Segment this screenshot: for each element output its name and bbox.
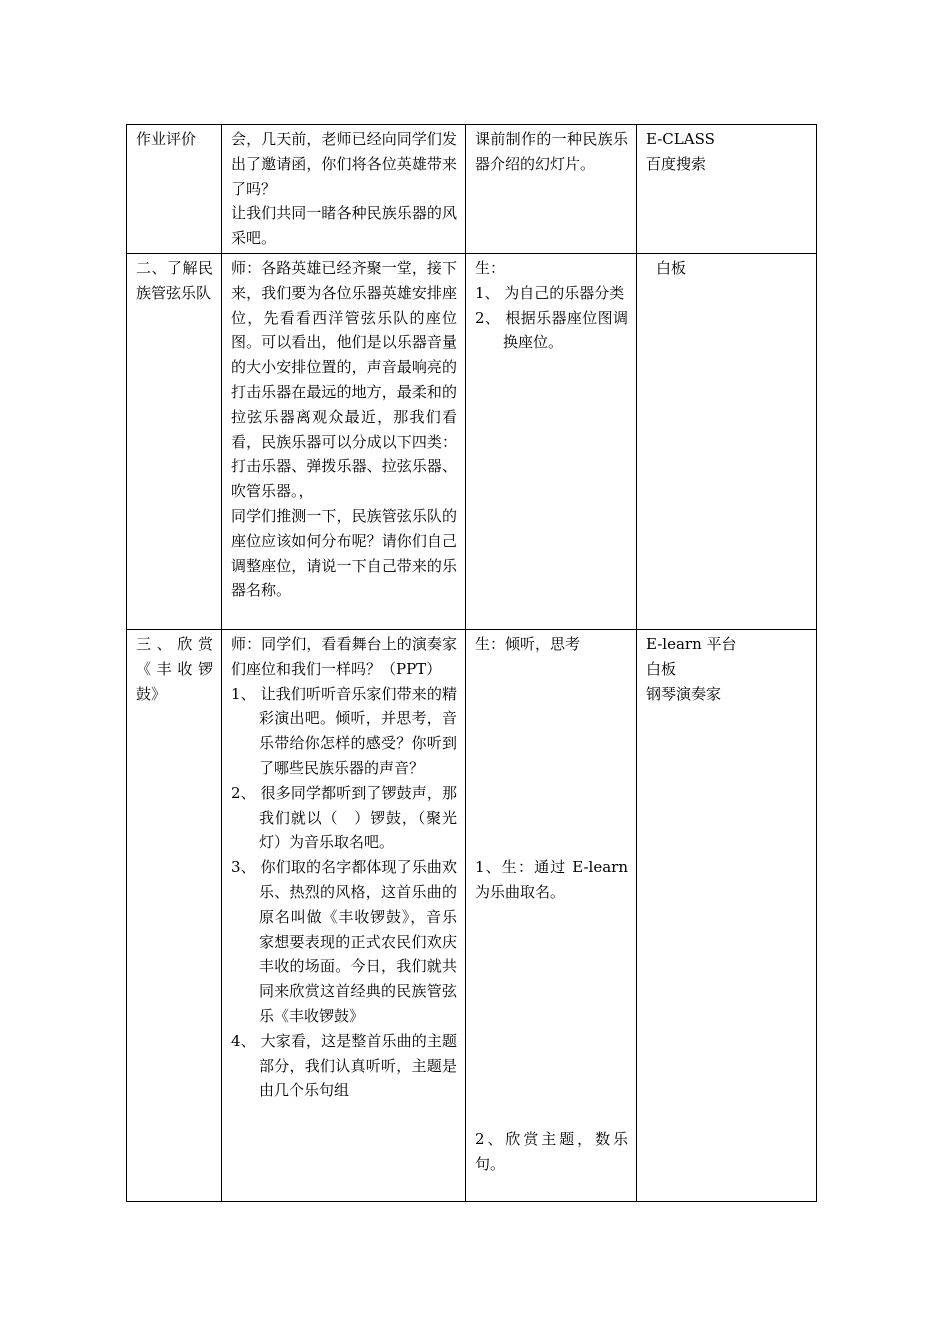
table-row xyxy=(127,253,817,629)
student-intro: 生： xyxy=(475,258,506,277)
media-cell xyxy=(637,629,817,1201)
stage-cell xyxy=(127,125,222,254)
teacher-activity-cell xyxy=(222,125,466,254)
student-paragraph: 2、欣赏主题，数乐句。 xyxy=(475,1130,628,1174)
media-item: 白板 xyxy=(646,659,677,678)
student-activity-cell xyxy=(466,125,637,254)
student-activity-cell xyxy=(466,629,637,1201)
teacher-intro: 师：同学们，看看舞台上的演奏家们座位和我们一样吗？（PPT） xyxy=(231,634,457,678)
media-item: E-CLASS xyxy=(646,130,715,148)
stage-label: 作业评价 xyxy=(136,130,197,148)
teacher-list-item: 2、 很多同学都听到了锣鼓声，那我们就以（ ）锣鼓，（聚光灯）为音乐取名吧。 xyxy=(231,783,457,852)
table-row xyxy=(127,125,817,254)
spacer xyxy=(475,904,628,1127)
teacher-activity-cell xyxy=(222,253,466,629)
teacher-list-item: 1、 让我们听听音乐家们带来的精彩演出吧。倾听，并思考，音乐带给你怎样的感受？你听到了哪些民族乐器的声音？ xyxy=(231,684,457,777)
teacher-list-item: 4、 大家看，这是整首乐曲的主题部分，我们认真听听，主题是由几个乐句组 xyxy=(231,1031,457,1100)
spacer xyxy=(475,657,628,855)
teacher-list-item: 3、 你们取的名字都体现了乐曲欢乐、热烈的风格，这首乐曲的原名叫做《丰收锣鼓》，音乐家想要表现的正式农民们欢庆丰收的场面。今日，我们就共同来欣赏这首经典的民族管弦乐《丰收锣鼓》 xyxy=(231,858,457,1025)
teacher-activity-cell xyxy=(222,629,466,1201)
student-list-item: 1、 为自己的乐器分类 xyxy=(475,283,625,302)
stage-cell xyxy=(127,629,222,1201)
teacher-paragraph: 会，几天前，老师已经向同学们发出了邀请函，你们将各位英雄带来了吗？ xyxy=(231,130,457,198)
teacher-paragraph: 让我们共同一睹各种民族乐器的风采吧。 xyxy=(231,204,457,248)
stage-label: 三、欣赏《丰收锣鼓》 xyxy=(136,634,213,703)
lesson-plan-table xyxy=(126,124,817,1202)
media-item: 白板 xyxy=(656,258,687,277)
student-activity-cell xyxy=(466,253,637,629)
media-cell xyxy=(637,125,817,254)
media-item: 钢琴演奏家 xyxy=(646,684,722,703)
student-paragraph: 生：倾听，思考 xyxy=(475,634,581,653)
stage-cell xyxy=(127,253,222,629)
teacher-paragraph: 同学们推测一下，民族管弦乐队的座位应该如何分布呢？请你们自己调整座位，请说一下自己带来的乐器名称。 xyxy=(231,506,457,600)
media-item: 百度搜索 xyxy=(646,154,707,173)
student-paragraph: 1、生：通过 E-learn 为乐曲取名。 xyxy=(475,857,628,901)
stage-label: 二、了解民族管弦乐队 xyxy=(136,258,213,302)
table-row xyxy=(127,629,817,1201)
media-cell xyxy=(637,253,817,629)
student-list-item: 2、 根据乐器座位图调换座位。 xyxy=(475,308,628,352)
teacher-paragraph: 师：各路英雄已经齐聚一堂，接下来，我们要为各位乐器英雄安排座位，先看看西洋管弦乐队的座位图。可以看出，他们是以乐器音量的大小安排位置的，声音最响亮的打击乐器在最远的地方，最柔和的拉弦乐器离观众最近，那我们看看，民族乐器可以分成以下四类：打击乐器、弹拨乐器、拉弦乐器、吹管乐器。， xyxy=(231,258,457,501)
media-item: E-learn 平台 xyxy=(646,634,737,653)
student-paragraph: 课前制作的一种民族乐器介绍的幻灯片。 xyxy=(475,130,628,173)
